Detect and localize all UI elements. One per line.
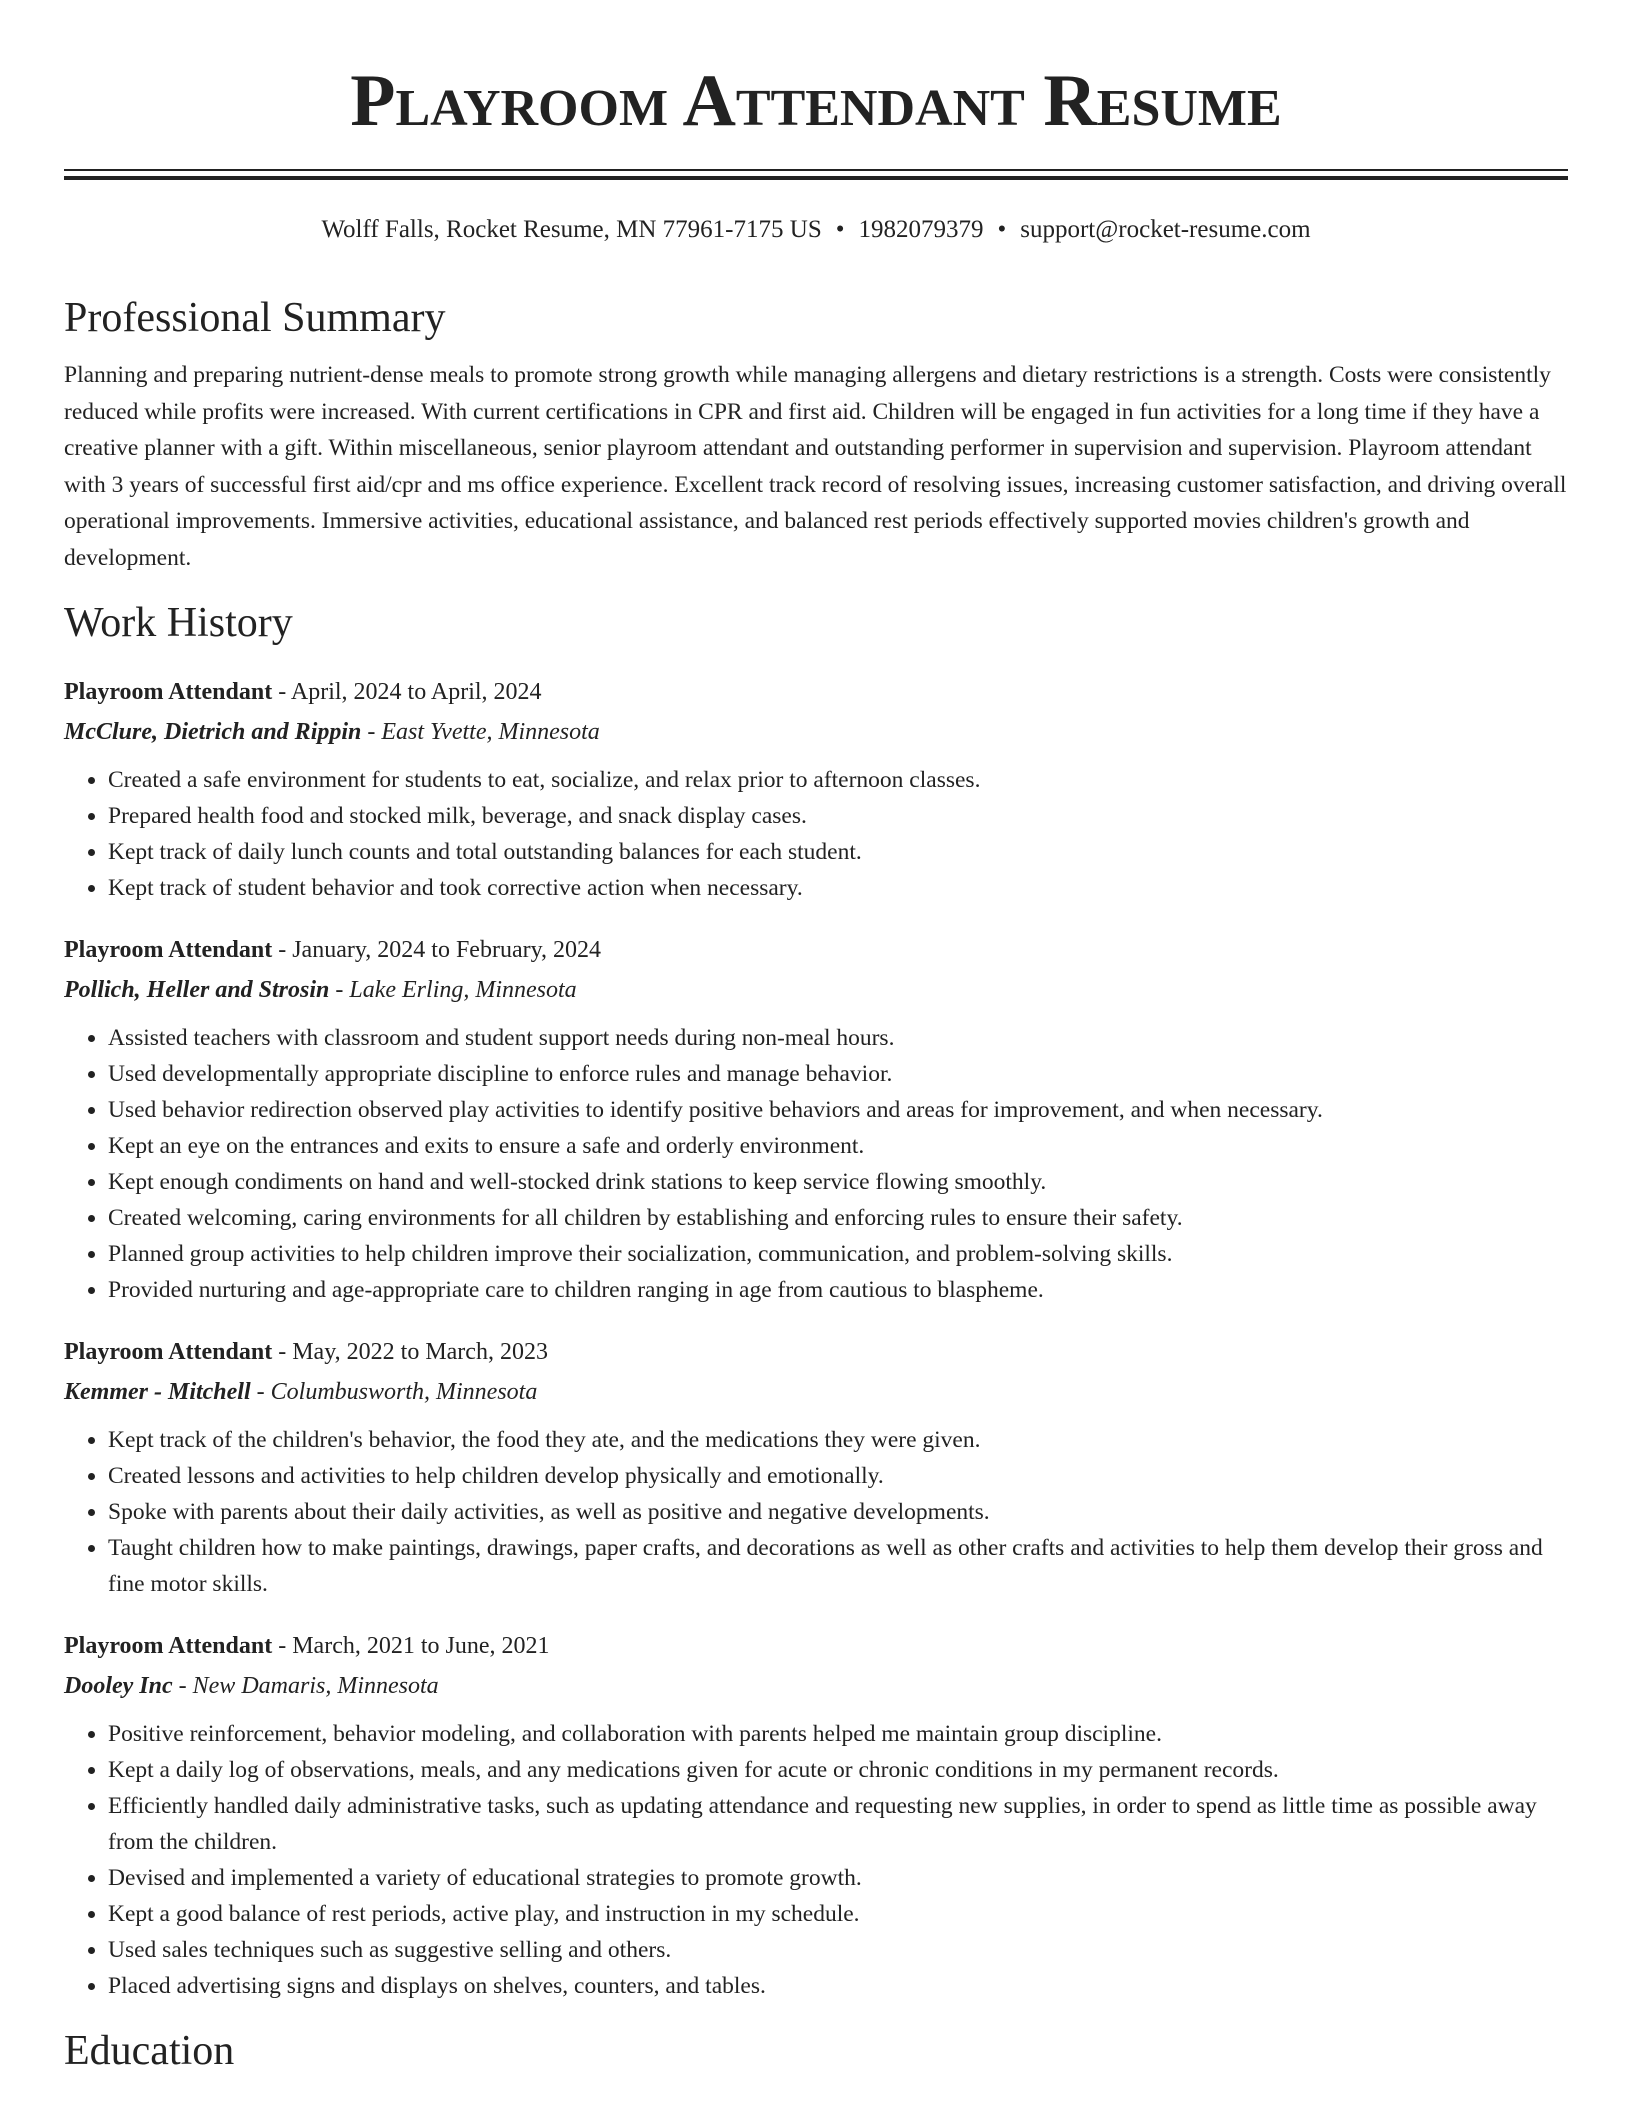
- job-title: Playroom Attendant: [64, 679, 273, 705]
- job-duty-item: • Kept a good balance of rest periods, active play, and instruction in my schedule.: [108, 1896, 1568, 1932]
- job-duty-item: • Assisted teachers with classroom and student support needs during non-meal hours.: [108, 1020, 1568, 1056]
- job-dates: - January, 2024 to February, 2024: [272, 937, 602, 963]
- job-duty-item: • Kept track of the children's behavior, the food they ate, and the medications they were given.: [108, 1422, 1568, 1458]
- job-duties-list: [64, 1422, 1568, 1602]
- contact-address: Wolff Falls, Rocket Resume, MN 77961-7175 US: [321, 216, 822, 243]
- job-duty-item: • Positive reinforcement, behavior modeling, and collaboration with parents helped me maintain group discipline.: [108, 1716, 1568, 1752]
- work-history-list: [64, 672, 1568, 2004]
- job-company: McClure, Dietrich and Rippin: [64, 719, 362, 745]
- title-divider: [64, 169, 1568, 180]
- job-location: - Lake Erling, Minnesota: [329, 977, 577, 1003]
- job-duty-item: • Placed advertising signs and displays on shelves, counters, and tables.: [108, 1968, 1568, 2004]
- resume-title: Playroom Attendant Resume: [350, 60, 1282, 142]
- job-duties-list: [64, 762, 1568, 906]
- job-duty-item: • Used sales techniques such as suggestive selling and others.: [108, 1932, 1568, 1968]
- job-title-line: [64, 1626, 1568, 1666]
- job-duty-item: • Kept track of student behavior and took corrective action when necessary.: [108, 870, 1568, 906]
- job-duty-item: • Created a safe environment for students to eat, socialize, and relax prior to afternoon classes.: [108, 762, 1568, 798]
- job-title: Playroom Attendant: [64, 1633, 273, 1659]
- education-heading: Education: [64, 2028, 235, 2074]
- summary-text: Planning and preparing nutrient-dense meals to promote strong growth while managing allergens and dietary restrictions is a strength. Costs were consistently reduced while profits were increased. With current certifications in CPR and first aid. Children will be engaged in fun activities for a long time if they have a creative planner with a gift. Within miscellaneous, senior playroom attendant and outstanding performer in supervision and supervision. Playroom attendant with 3 years of successful first aid/cpr and ms office experience. Excellent track record of resolving issues, increasing customer satisfaction, and driving overall operational improvements. Immersive activities, educational assistance, and balanced rest periods effectively supported movies children's growth and development.: [64, 362, 1567, 571]
- job-company: Dooley Inc: [64, 1673, 173, 1699]
- job-company: Pollich, Heller and Strosin: [64, 977, 330, 1003]
- job-entry: [64, 1626, 1568, 2004]
- job-location: - New Damaris, Minnesota: [172, 1673, 439, 1699]
- summary-heading: Professional Summary: [64, 295, 446, 341]
- job-company: Kemmer - Mitchell: [64, 1379, 251, 1405]
- job-duty-item: • Taught children how to make paintings, drawings, paper crafts, and decorations as well as other crafts and activities to help them develop their gross and fine motor skills.: [108, 1530, 1568, 1602]
- job-location: - Columbusworth, Minnesota: [250, 1379, 538, 1405]
- job-company-line: [64, 1666, 1568, 1706]
- job-company-line: [64, 970, 1568, 1010]
- contact-line: [64, 214, 1568, 246]
- job-company-line: [64, 1372, 1568, 1412]
- job-duty-item: • Provided nurturing and age-appropriate care to children ranging in age from cautious to blaspheme.: [108, 1272, 1568, 1308]
- contact-email: support@rocket-resume.com: [1020, 216, 1311, 243]
- job-duty-item: • Devised and implemented a variety of educational strategies to promote growth.: [108, 1860, 1568, 1896]
- job-dates: - March, 2021 to June, 2021: [272, 1633, 550, 1659]
- job-dates: - April, 2024 to April, 2024: [272, 679, 542, 705]
- job-entry: [64, 1332, 1568, 1602]
- job-company-line: [64, 712, 1568, 752]
- job-duty-item: • Used developmentally appropriate discipline to enforce rules and manage behavior.: [108, 1056, 1568, 1092]
- contact-phone: 1982079379: [858, 216, 984, 243]
- job-dates: - May, 2022 to March, 2023: [272, 1339, 548, 1365]
- job-title-line: [64, 930, 1568, 970]
- job-duty-item: • Created lessons and activities to help children develop physically and emotionally.: [108, 1458, 1568, 1494]
- job-duties-list: [64, 1716, 1568, 2004]
- job-duty-item: • Created welcoming, caring environments for all children by establishing and enforcing rules to ensure their safety.: [108, 1200, 1568, 1236]
- job-duty-item: • Planned group activities to help children improve their socialization, communication, and problem-solving skills.: [108, 1236, 1568, 1272]
- job-title: Playroom Attendant: [64, 1339, 273, 1365]
- job-duty-item: • Kept track of daily lunch counts and total outstanding balances for each student.: [108, 834, 1568, 870]
- job-duty-item: • Prepared health food and stocked milk, beverage, and snack display cases.: [108, 798, 1568, 834]
- job-entry: [64, 930, 1568, 1308]
- job-entry: [64, 672, 1568, 906]
- job-duty-item: • Efficiently handled daily administrative tasks, such as updating attendance and requesting new supplies, in order to spend as little time as possible away from the children.: [108, 1788, 1568, 1860]
- job-title: Playroom Attendant: [64, 937, 273, 963]
- contact-separator: •: [997, 216, 1007, 243]
- job-location: - East Yvette, Minnesota: [361, 719, 600, 745]
- job-title-line: [64, 1332, 1568, 1372]
- work-history-heading: Work History: [64, 600, 293, 646]
- job-title-line: [64, 672, 1568, 712]
- job-duty-item: • Kept a daily log of observations, meals, and any medications given for acute or chronic conditions in my permanent records.: [108, 1752, 1568, 1788]
- job-duties-list: [64, 1020, 1568, 1308]
- job-duty-item: • Kept an eye on the entrances and exits to ensure a safe and orderly environment.: [108, 1128, 1568, 1164]
- contact-separator: •: [835, 216, 845, 243]
- job-duty-item: • Spoke with parents about their daily activities, as well as positive and negative developments.: [108, 1494, 1568, 1530]
- job-duty-item: • Used behavior redirection observed play activities to identify positive behaviors and areas for improvement, and when necessary.: [108, 1092, 1568, 1128]
- job-duty-item: • Kept enough condiments on hand and well-stocked drink stations to keep service flowing smoothly.: [108, 1164, 1568, 1200]
